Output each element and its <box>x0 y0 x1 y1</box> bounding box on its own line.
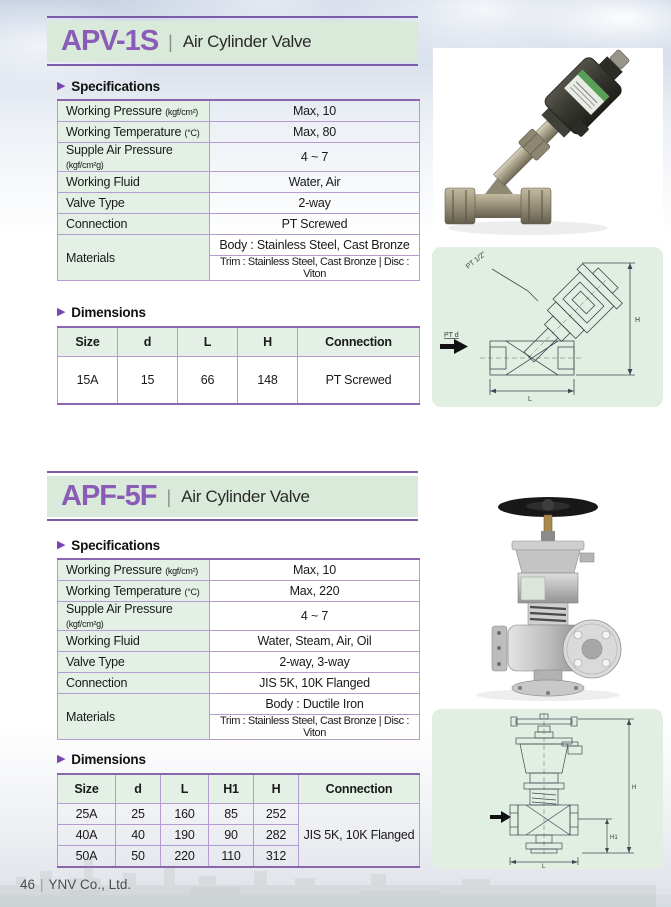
dim-cell: 148 <box>238 357 298 405</box>
spec-value: Water, Air <box>210 172 420 193</box>
column-header: L <box>161 774 209 804</box>
section-subtitle: Air Cylinder Valve <box>181 486 310 506</box>
spec-table-apv1s <box>57 99 420 281</box>
spec-value: 4 ~ 7 <box>210 602 420 631</box>
technical-drawing-apv1s <box>432 247 663 407</box>
column-header: H1 <box>209 774 254 804</box>
angle-seat-valve-image <box>433 48 663 238</box>
column-header: Size <box>58 774 116 804</box>
column-header: L <box>178 327 238 357</box>
dim-cell: 50A <box>58 846 116 868</box>
dim-cell: 25 <box>116 804 161 825</box>
table-row <box>58 214 420 235</box>
table-row <box>58 631 420 652</box>
table-row <box>58 804 420 825</box>
spec-label: Valve Type <box>58 652 210 673</box>
dim-cell: 50 <box>116 846 161 868</box>
spec-table-apf5f <box>57 558 420 740</box>
spec-value: JIS 5K, 10K Flanged <box>210 673 420 694</box>
divider-line <box>47 16 418 18</box>
drawing-length-label: L <box>528 396 532 403</box>
angle-seat-valve-drawing <box>432 247 663 407</box>
dim-cell: 190 <box>161 825 209 846</box>
spec-label: Working Pressure (kgf/cm²) <box>58 100 210 122</box>
model-code: APF-5F <box>61 480 157 512</box>
column-header: d <box>118 327 178 357</box>
spec-label: Working Temperature (°C) <box>58 581 210 602</box>
spec-label: Supple Air Pressure (kgf/cm²g) <box>58 143 210 172</box>
column-header: d <box>116 774 161 804</box>
spec-value: Water, Steam, Air, Oil <box>210 631 420 652</box>
company-name: YNV Co., Ltd. <box>48 877 132 892</box>
spec-value: PT Screwed <box>210 214 420 235</box>
spec-label: Supple Air Pressure (kgf/cm²g) <box>58 602 210 631</box>
heading-label: Specifications <box>71 538 160 553</box>
spec-label: Working Temperature (°C) <box>58 122 210 143</box>
dim-cell: 40A <box>58 825 116 846</box>
divider-line <box>47 519 418 521</box>
heading-label: Dimensions <box>71 752 146 767</box>
drawing-port-label: PT 1/2" <box>464 250 488 271</box>
spec-label: Connection <box>58 214 210 235</box>
spec-label: Working Fluid <box>58 631 210 652</box>
spec-value: 2-way <box>210 193 420 214</box>
column-header: H <box>254 774 299 804</box>
spec-label: Valve Type <box>58 193 210 214</box>
dim-cell: 15A <box>58 357 118 405</box>
table-row <box>58 235 420 256</box>
drawing-height-label: H <box>632 785 637 791</box>
title-divider: | <box>168 32 173 52</box>
dim-cell: 220 <box>161 846 209 868</box>
section-subtitle: Air Cylinder Valve <box>182 31 312 51</box>
title-divider: | <box>166 487 172 507</box>
spec-label: Materials <box>58 235 210 281</box>
section-title-bar <box>47 21 418 62</box>
dim-cell: 25A <box>58 804 116 825</box>
triangle-marker-icon: ▶ <box>57 539 66 551</box>
page-footer <box>20 877 131 892</box>
spec-value: Trim : Stainless Steel, Cast Bronze | Disc : Viton <box>210 715 420 740</box>
dim-cell: 15 <box>118 357 178 405</box>
product-photo-apf5f <box>436 477 662 703</box>
spec-value: 4 ~ 7 <box>210 143 420 172</box>
footer-divider: | <box>40 877 44 892</box>
model-code: APV-1S <box>61 25 159 57</box>
dim-cell: 252 <box>254 804 299 825</box>
section-title-bar <box>47 476 418 517</box>
specifications-heading <box>57 538 160 553</box>
section-header-apv1s <box>47 16 418 66</box>
spec-value: Trim : Stainless Steel, Cast Bronze | Disc : Viton <box>210 256 420 281</box>
column-header: Size <box>58 327 118 357</box>
table-row <box>58 122 420 143</box>
dim-cell: 110 <box>209 846 254 868</box>
dim-cell: PT Screwed <box>298 357 420 405</box>
heading-label: Specifications <box>71 79 160 94</box>
spec-value: Max, 10 <box>210 100 420 122</box>
dim-cell: 40 <box>116 825 161 846</box>
flanged-valve-drawing <box>432 709 663 869</box>
divider-line <box>47 64 418 66</box>
spec-label: Connection <box>58 673 210 694</box>
specifications-heading <box>57 79 160 94</box>
spec-value: Body : Ductile Iron <box>210 694 420 715</box>
table-row <box>58 559 420 581</box>
column-header: Connection <box>299 774 420 804</box>
dim-cell: 90 <box>209 825 254 846</box>
technical-drawing-apf5f <box>432 709 663 869</box>
table-row <box>58 694 420 715</box>
dim-cell-connection: JIS 5K, 10K Flanged <box>299 804 420 868</box>
spec-label: Working Fluid <box>58 172 210 193</box>
spec-value: Max, 80 <box>210 122 420 143</box>
triangle-marker-icon: ▶ <box>57 753 66 765</box>
dim-cell: 66 <box>178 357 238 405</box>
triangle-marker-icon: ▶ <box>57 80 66 92</box>
dimensions-heading <box>57 305 146 320</box>
page-number: 46 <box>20 877 36 892</box>
drawing-inlet-label: PT d <box>444 332 459 339</box>
column-header: Connection <box>298 327 420 357</box>
table-row <box>58 193 420 214</box>
table-header-row <box>58 327 420 357</box>
dimension-table-apv1s <box>57 326 420 405</box>
table-row <box>58 357 420 405</box>
flanged-valve-image <box>436 477 662 703</box>
spec-value: Max, 220 <box>210 581 420 602</box>
divider-line <box>47 471 418 473</box>
table-row <box>58 602 420 631</box>
drawing-height-label: H <box>635 317 641 324</box>
dim-cell: 85 <box>209 804 254 825</box>
table-row <box>58 100 420 122</box>
table-row <box>58 652 420 673</box>
spec-value: Body : Stainless Steel, Cast Bronze <box>210 235 420 256</box>
table-row <box>58 172 420 193</box>
spec-label: Materials <box>58 694 210 740</box>
triangle-marker-icon: ▶ <box>57 306 66 318</box>
table-row <box>58 143 420 172</box>
dim-cell: 160 <box>161 804 209 825</box>
drawing-length-label: L <box>542 864 546 869</box>
heading-label: Dimensions <box>71 305 146 320</box>
table-row <box>58 581 420 602</box>
table-row <box>58 673 420 694</box>
column-header: H <box>238 327 298 357</box>
product-photo-apv1s <box>433 48 663 238</box>
spec-value: Max, 10 <box>210 559 420 581</box>
dim-cell: 312 <box>254 846 299 868</box>
dimensions-heading <box>57 752 146 767</box>
drawing-height1-label: H1 <box>610 835 618 841</box>
dim-cell: 282 <box>254 825 299 846</box>
spec-value: 2-way, 3-way <box>210 652 420 673</box>
section-header-apf5f <box>47 471 418 521</box>
table-header-row <box>58 774 420 804</box>
spec-label: Working Pressure (kgf/cm²) <box>58 559 210 581</box>
